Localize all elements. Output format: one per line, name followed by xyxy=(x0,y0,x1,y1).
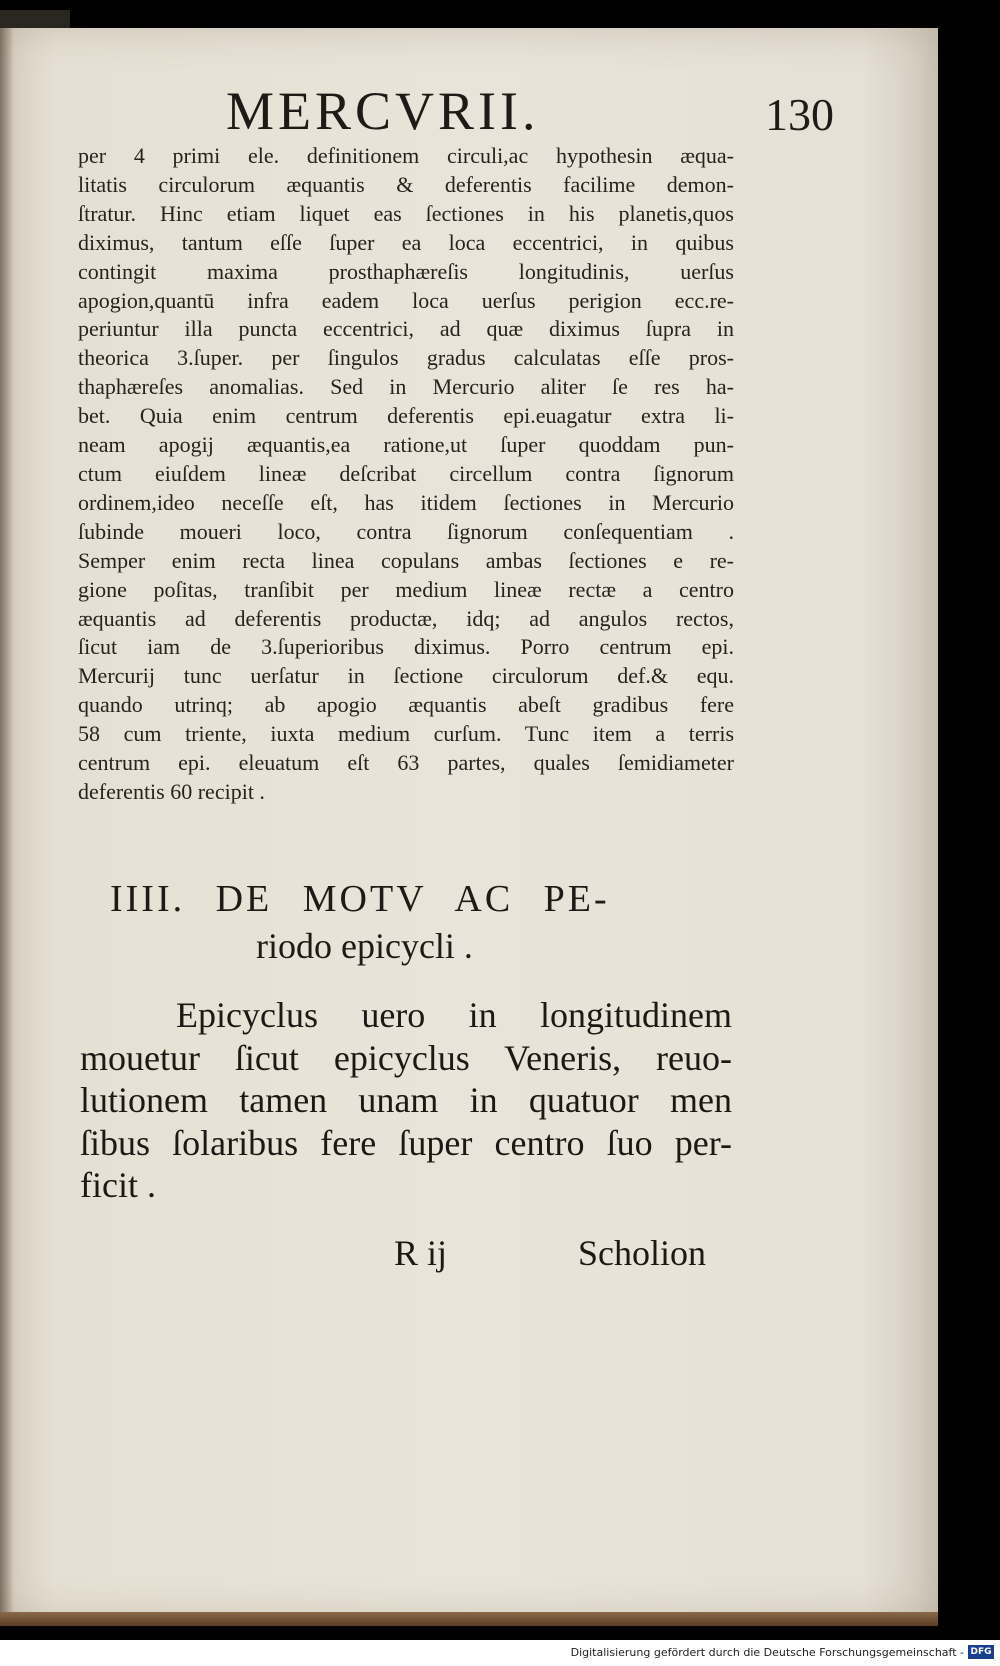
page-bottom-edge xyxy=(0,1612,938,1626)
body-line: 58 cum triente, iuxta medium curſum. Tunc item a terris xyxy=(78,721,734,747)
body-line: thaphæreſes anomalias. Sed in Mercurio aliter ſe res ha- xyxy=(78,374,734,400)
section-body-line: mouetur ſicut epicyclus Veneris, reuo- xyxy=(80,1037,732,1078)
body-line: bet. Quia enim centrum deferentis epi.euagatur extra li- xyxy=(78,403,734,429)
body-line: periuntur illa puncta eccentrici, ad quæ diximus ſupra in xyxy=(78,316,734,342)
section-heading-line: riodo epicycli . xyxy=(256,926,473,966)
section-heading xyxy=(110,876,610,970)
body-line: ordinem,ideo neceſſe eſt, has itidem ſectiones in Mercurio xyxy=(78,489,734,515)
body-line: ctum eiuſdem lineæ deſcribat circellum contra ſignorum xyxy=(78,460,734,486)
section-heading-line: IIII. DE MOTV AC PE- xyxy=(110,878,610,920)
running-head: MERCVRII. xyxy=(226,81,540,141)
body-line: gione poſitas, tranſibit per medium lineæ rectæ a centro xyxy=(78,576,734,602)
body-line: deferentis 60 recipit . xyxy=(78,778,265,804)
body-line: Semper enim recta linea copulans ambas ſectiones e re- xyxy=(78,547,734,573)
body-line: ſtratur. Hinc etiam liquet eas ſectiones in his planetis,quos xyxy=(78,200,734,226)
body-line: diximus, tantum eſſe ſuper ea loca eccentrici, in quibus xyxy=(78,229,734,255)
page-number: 130 xyxy=(765,89,834,140)
body-line: quando utrinq; ab apogio æquantis abeſt gradibus fere xyxy=(78,692,734,718)
section-body-line: ficit . xyxy=(80,1165,156,1205)
catchword: Scholion xyxy=(578,1233,707,1273)
body-line: litatis circulorum æquantis & deferentis facilime demon- xyxy=(78,171,734,197)
body-line: neam apogij æquantis,ea ratione,ut ſuper quoddam pun- xyxy=(78,432,734,458)
body-line: æquantis ad deferentis productæ, idq; ad angulos rectos, xyxy=(78,605,734,631)
section-body-line: Epicyclus uero in longitudinem xyxy=(176,995,732,1035)
digitization-credit: Digitalisierung gefördert durch die Deutsche Forschungsgemeinschaft - xyxy=(570,1646,964,1659)
dfg-logo-icon: DFG xyxy=(968,1645,994,1659)
section-body-line: lutionem tamen unam in quatuor men xyxy=(80,1080,732,1120)
section-body-line: ſibus ſolaribus fere ſuper centro ſuo per- xyxy=(80,1122,732,1163)
body-line: centrum epi. eleuatum eſt 63 partes, quales ſemidiameter xyxy=(78,750,734,776)
section-paragraph xyxy=(80,994,732,1207)
body-line: ſicut iam de 3.ſuperioribus diximus. Porro centrum epi. xyxy=(78,634,734,660)
body-line: apogion,quantū infra eadem loca uerſus perigion ecc.re- xyxy=(78,287,734,313)
gutter-shadow xyxy=(0,28,14,1618)
body-line: contingit maxima prosthaphæreſis longitudinis, uerſus xyxy=(78,258,734,284)
body-line: theorica 3.ſuper. per ſingulos gradus calculatas eſſe pros- xyxy=(78,345,734,371)
body-line: per 4 primi ele. definitionem circuli,ac hypothesin æqua- xyxy=(78,143,734,168)
body-paragraph xyxy=(78,142,734,807)
body-line: ſubinde moueri loco, contra ſignorum conſequentiam . xyxy=(78,518,734,544)
signature-mark: R ij xyxy=(394,1233,448,1273)
body-line: Mercurij tunc uerſatur in ſectione circulorum def.& equ. xyxy=(78,663,734,689)
